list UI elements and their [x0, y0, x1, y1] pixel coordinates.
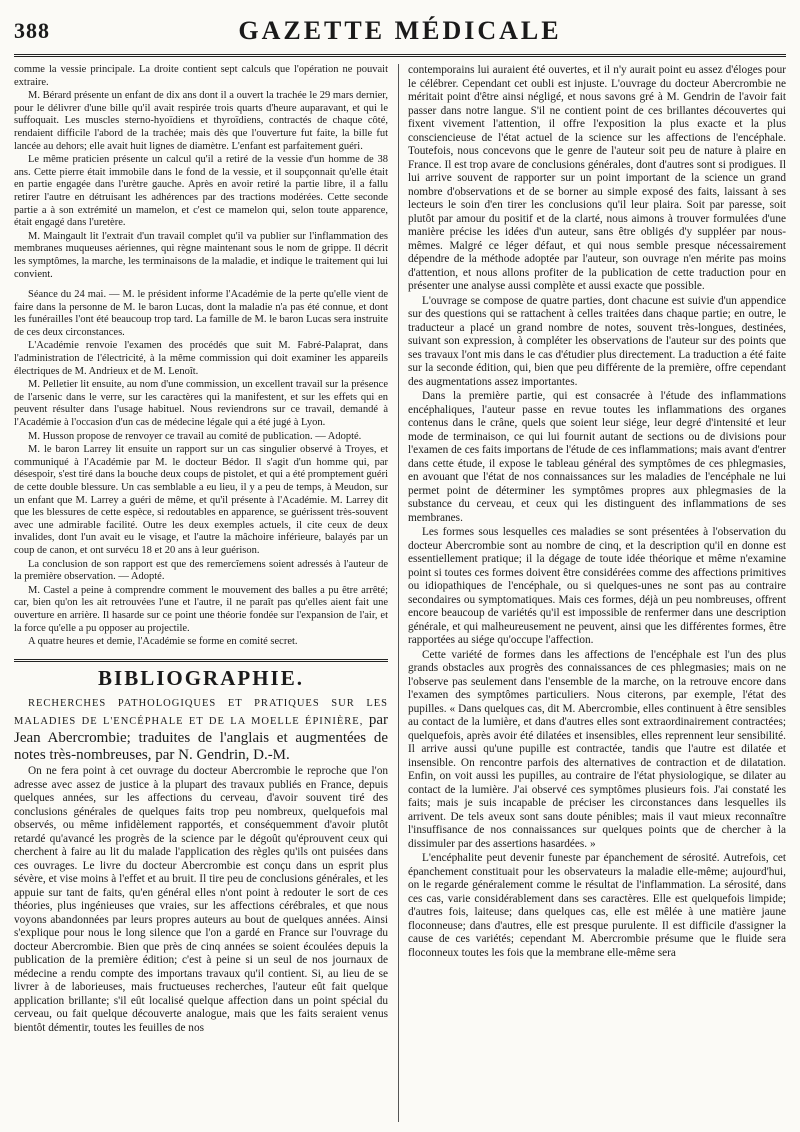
book-title-authors: par Jean Abercrombie; traduites de l'anglais et augmentées de notes très-nombreuses, par N. Gendrin, D.-M. [14, 712, 388, 764]
session-paragraph: M. Bérard présente un enfant de dix ans dont il a ouvert la trachée le 29 mars dernier, pour le délivrer d'une bille qu'il avait respirée trois quarts d'heure auparavant, et qui le suffoquait. Les muscles sterno-hyoïdiens et thyroïdiens, contractés de chaque côté, rendaient difficile l'abord de la trachée; mais dès que l'ouverture fut faite, la bille fut lancée au dehors; elle avait huit lignes de diamètre. L'enfant est parfaitement guéri. [14, 90, 388, 152]
review-paragraph: L'encéphalite peut devenir funeste par épanchement de sérosité. Autrefois, cet épanchement constituait pour les observateurs la maladie elle-même; aujourd'hui, on le regarde généralement comme le résultat de l'inflammation. La sérosité, dans ces cas, varie considérablement dans ses caractères. Elle est quelquefois limpide; d'autres fois, laiteuse; dans quelques cas, elle est mêlée à une matière jaune floconneuse; dans d'autres, elle est presque purulente. Il est difficile d'assigner la cause de ces variétés; cependant M. Abercrombie présume que le fluide sera floconneux toutes les fois que la membrane elle-même sera [408, 852, 786, 959]
book-title-caps: RECHERCHES PATHOLOGIQUES ET PRATIQUES SUR LES MALADIES DE L'ENCÉPHALE ET DE LA MOELLE ÉPINIÈRE, [14, 698, 388, 728]
session-paragraph: M. Husson propose de renvoyer ce travail au comité de publication. — Adopté. [28, 430, 362, 442]
column-divider [398, 64, 399, 1122]
academy-session-report [14, 64, 388, 649]
session-paragraph: M. Maingault lit l'extrait d'un travail complet qu'il va publier sur l'inflammation des membranes muqueuses aériennes, qui règne maintenant sous le nom de grippe. Il décrit les symptômes, la marche, les terminaisons de la maladie, et indique le traitement qui lui convient. [14, 230, 388, 280]
session-paragraph: La conclusion de son rapport est que des remercîemens soient adressés à l'auteur de la première observation. — Adopté. [14, 558, 388, 583]
section-title: BIBLIOGRAPHIE. [98, 665, 304, 690]
review-paragraph: contemporains lui auraient été ouvertes, et il n'y aurait point eu assez d'éloges pour le célébrer. Cependant cet oubli est injuste. L'ouvrage du docteur Abercrombie ne méritait point d'être ainsi négligé, et nous savons gré à M. Gendrin de l'avoir fait passer dans notre langue. S'il ne contient point de ces brillantes découvertes qui fixent vivement l'attention, il offre l'exposition la plus exacte et la plus consciencieuse de l'état actuel de la science sur les affections de l'encéphale. Toutefois, nous concevons que le genre de l'auteur soit peu de nature à plaire en France. Il est trop avare de conclusions générales, dont d'autres sont si prodigues. Il lui arrive souvent de rapporter sur un point important de la science un grand nombre d'observations et de se borner au simple exposé des faits, laissant à ses lecteurs le soin d'en tirer les conclusions qu'il leur plaira. Soit par paresse, soit plutôt par amour du positif et de la clarté, nous aimons à trouver formulées d'une manière précise les idées d'un auteur, sans être obligés d'y suppléer par nous-mêmes. Malgré ce léger défaut, et qui nous semble presque nécessairement dépendre de la méthode adoptée par l'auteur, son ouvrage n'en mérite pas moins d'attention, et nous allons profiter de la publication de cette traduction pour en présenter une analyse aussi complète et aussi exacte que possible. [408, 64, 786, 292]
session-paragraph: M. le baron Larrey lit ensuite un rapport sur un cas singulier observé à Troyes, et communiqué à l'Académie par M. le docteur Bédor. Il s'agit d'un homme qui, par désespoir, s'est tiré dans la bouche deux coups de pistolet, et qui a été promptement guéri de cette double blessure. Un cas semblable a eu lieu, il y a peu de temps, à Meudon, sur un enfant que M. Larrey a guéri de même, et qu'il présente à l'Académie. M. Larrey dit que les blessures de cette espèce, si redoutables en apparence, se guérissent très-souvent avec une admirable facilité. Outre les deux exemples actuels, il cite ceux de deux invalides, dont l'un avait eu le visage, et l'autre la mâchoire inférieure, balayés par un coup de canon, et ont survécu 18 et 20 ans à leur guérison. [14, 444, 388, 556]
header-rule [14, 54, 786, 57]
journal-title: GAZETTE MÉDICALE [238, 16, 562, 45]
newspaper-page [14, 10, 786, 1124]
review-body [14, 765, 388, 1035]
page-header [14, 10, 786, 54]
review-paragraph: On ne fera point à cet ouvrage du docteur Abercrombie le reproche que l'on adresse avec assez de justice à la plupart des travaux publiés en France, depuis quelques années, sur les affections du cerveau, d'avoir souvent tiré des conclusions générales de quelques faits trop peu nombreux, quelquefois mal observés, ou même infidèlement rapportés, et conséquemment d'avoir plutôt retardé qu'avancé les progrès de la science par le dégoût qu'éprouvent ceux qui cherchent à faire au lit du malade l'application des règles qu'ils ont puisées dans ces ouvrages. Le livre du docteur Abercrombie est conçu dans un esprit plus sévère, et vise moins à l'effet et au bruit. Il tire peu de conclusions générales, et les appuie sur tant de faits, qu'en général elles n'ont point à redouter le sort de ces théories, plus ingénieuses que vraies, sur les affections cérébrales, et que nous voyons abandonnées par leurs propres auteurs au bout de quelques années. Ainsi s'explique pour nous le long silence que l'on a gardé en France sur l'ouvrage du docteur Abercrombie. Bien que près de cinq années se soient écoulées depuis la publication de la première édition; c'est à peine si un seul de nos journaux de médecine a rendu compte des importans travaux qu'il contient. Si, au lieu de se livrer à de laborieuses, mais fructueuses recherches, l'auteur eût fait quelque application brillante; s'il eût localisé quelque affection dans un point spécial du cerveau, ou fait quelque découverte analogue, mais que les faits seraient venus bientôt démentir, toutes les feuilles de nos [14, 765, 388, 1034]
session-paragraph: M. Pelletier lit ensuite, au nom d'une commission, un excellent travail sur la présence de l'arsenic dans le verre, sur les caractères qui la manifestent, et sur les effets qui en peuvent résulter dans l'usage habituel. Nous reviendrons sur ce travail, demandé à l'Académie à l'occasion d'un cas de médecine légale qui a été jugé à Lyon. [14, 379, 388, 429]
review-paragraph: Dans la première partie, qui est consacrée à l'étude des inflammations encéphaliques, l'auteur passe en revue toutes les inflammations des organes contenus dans le crâne, quels que soient leur siége, leur degré d'intensité et leur mode de terminaison, ce qui lui fournit autant de sections ou de divisions pour l'examen de ces faits importans de l'étude de ces inflammations; mais avant d'entrer dans cette étude, il expose le tableau général des symptômes de ces phlegmasies, en avouant que l'état de nos connaissances sur les maladies de l'encéphale ne lui permet point de déterminer les symptômes propres aux phlegmasies de la substance du cerveau, et ceux qui les distinguent des inflammations de ses membranes. [408, 390, 786, 524]
page-number: 388 [14, 18, 50, 43]
book-title [14, 694, 388, 764]
review-paragraph: L'ouvrage se compose de quatre parties, dont chacune est suivie d'un appendice sur des questions qui se rattachent à celles traitées dans chaque partie; en outre, le traducteur a placé un grand nombre de notes, souvent très-longues, destinées, suivant son expression, à compléter les observations de l'auteur sur des points que ses travaux l'ont mis dans le cas d'étudier plus directement. La traduction a été faite sur la seconde édition, qui, bien que peu différente de la première, offre cependant des augmentations assez importantes. [408, 294, 786, 388]
review-paragraph: Les formes sous lesquelles ces maladies se sont présentées à l'observation du docteur Abercrombie sont au nombre de cinq, et la description qu'il en donne est essentiellement pratique; il la dégage de toute idée théorique et même n'examine point si toutes ces formes doivent être considérées comme des affections primitives ou idiopathiques de l'encéphale, ou si quelques-unes ne sont pas au contraire secondaires ou symptomatiques. Mais ces formes, déjà un peu nombreuses, offrent encore beaucoup de variétés qu'il est impossible de renfermer dans une description générale, et qui malheureusement ne peuvent, ainsi que les différentes formes, être rapportées au siége qu'occupe l'affection. [408, 526, 786, 646]
review-paragraph: Cette variété de formes dans les affections de l'encéphale est l'un des plus grands obstacles aux progrès des connaissances de ces phlegmasies; mais on ne l'observe pas seulement dans l'ensemble de la marche, on la retrouve encore dans l'examen des symptômes particuliers. Nous citerons, par exemple, l'état des pupilles. « Dans quelques cas, dit M. Abercrombie, elles continuent à être sensibles au contact de la lumière, et dans d'autres elles sont extraordinairement contractées; quelquefois, après avoir été dilatées et insensibles, elles reprennent leur sensibilité. Il arrive aussi qu'une pupille est contractée, tandis que l'autre est dilatée et insensible. On rencontre parfois des alternatives de contraction et de dilatation. Enfin, on voit aussi les pupilles, au contraire de l'état physiologique, se dilater au contact de la lumière. J'ai observé ces symptômes plusieurs fois. J'ai constaté les faits; mais je suis incapable de préciser les circonstances dans lesquelles ils arrivent. De tels aveux sont sans doute pénibles; mais il vaut mieux reconnaître l'insuffisance de nos connaissances sur quelques points que de chercher à la dissimuler par des assertions hasardées. » [408, 648, 786, 850]
section-divider [14, 659, 388, 662]
session-date-paragraph: Séance du 24 mai. — M. le président informe l'Académie de la perte qu'elle vient de faire dans la personne de M. le baron Lucas, dont la maladie n'a pas été connue, et dont les funérailles l'ont été beaucoup trop tard. La famille de M. le baron Lucas sera instruite de ces deux circonstances. [14, 289, 388, 338]
session-paragraph: A quatre heures et demie, l'Académie se forme en comité secret. [28, 636, 298, 648]
session-paragraph: M. Castel a peine à comprendre comment le mouvement des balles a pu être arrêté; car, bien qu'on les ait retrouvées l'une et l'autre, il ne paraît pas qu'elles aient fait une ouverture en arrière. Il hasarde sur ce point une théorie fondée sur l'expansion de l'air, et la force qu'elle a pu opposer au projectile. [14, 584, 388, 634]
left-column [14, 64, 388, 1122]
session-paragraph: comme la vessie principale. La droite contient sept calculs que l'opération ne pouvait extraire. [14, 64, 388, 88]
right-column [408, 64, 786, 1122]
session-paragraph: Le même praticien présente un calcul qu'il a retiré de la vessie d'un homme de 38 ans. Cette pierre était immobile dans le fond de la vessie, et il soupçonnait qu'elle était en partie engagée dans l'urètre gauche. Après en avoir retiré la partie libre, il a fallu retirer l'autre en détruisant les adhérences par des tractions modérées. Cette seconde partie a à son extrémité un mamelon, et c'est ce mamelon qui, selon toute apparence, était engagé dans l'uretère. [14, 154, 388, 229]
session-paragraph: L'Académie renvoie l'examen des procédés que suit M. Fabré-Palaprat, dans l'administration de l'électricité, à la même commission qui doit examiner les appareils électriques de M. Andrieux et de M. Lenoît. [14, 340, 388, 377]
